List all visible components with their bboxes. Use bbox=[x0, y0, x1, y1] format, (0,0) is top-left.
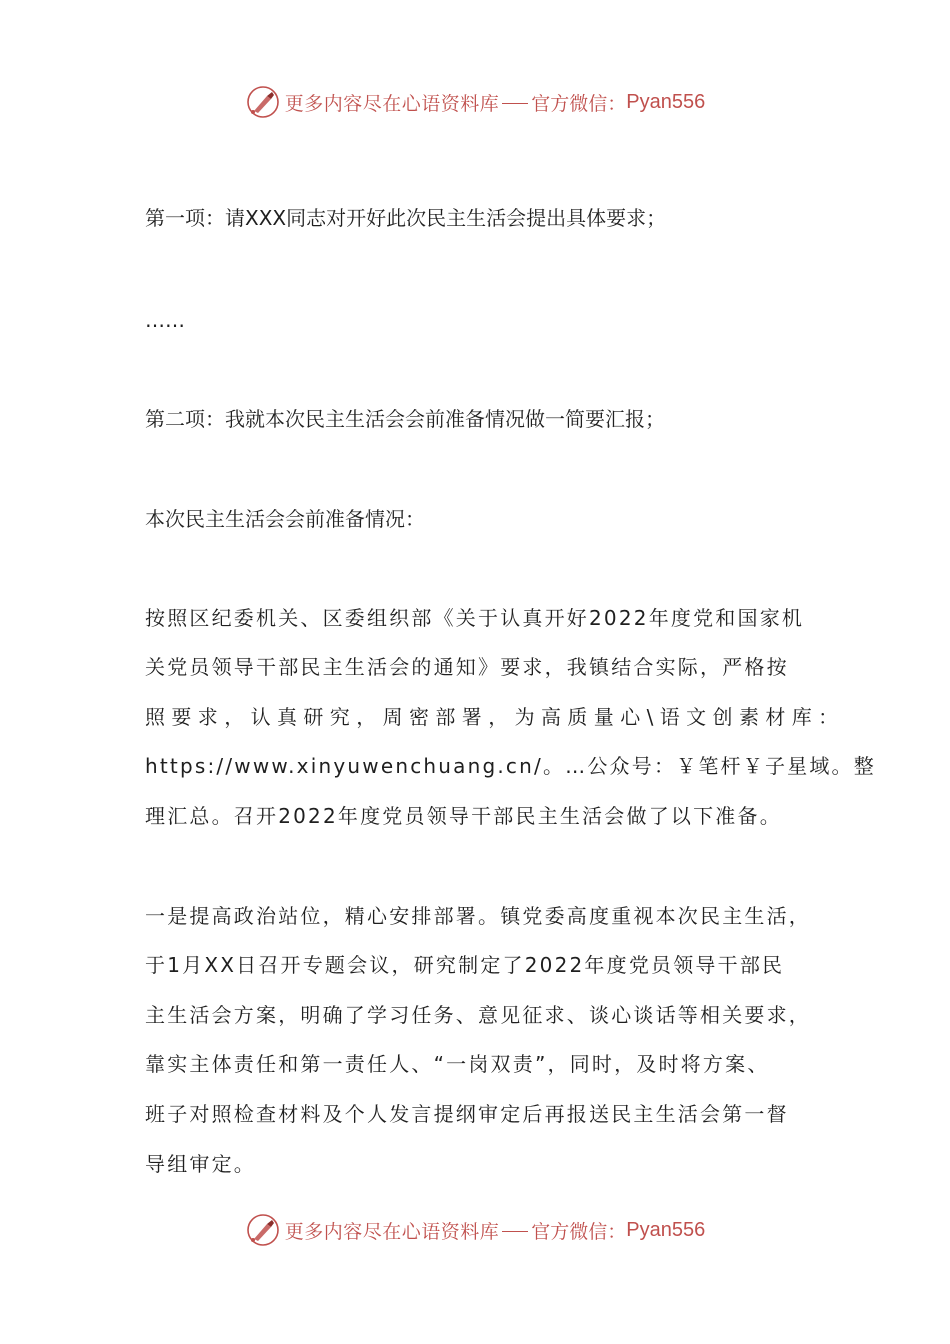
watermark-dash bbox=[502, 1231, 528, 1232]
paragraph-2-line-3: 主生活会方案，明确了学习任务、意见征求、谈心谈话等相关要求， bbox=[145, 1003, 811, 1027]
section-heading: 本次民主生活会会前准备情况： bbox=[145, 507, 425, 531]
paragraph-1-line-5: 理汇总。召开2022年度党员领导干部民主生活会做了以下准备。 bbox=[145, 804, 782, 828]
watermark-label: 官方微信： bbox=[531, 92, 627, 115]
agenda-item-2: 第二项：我就本次民主生活会会前准备情况做一简要汇报； bbox=[145, 407, 665, 431]
agenda-item-1: 第一项：请XXX同志对开好此次民主生活会提出具体要求； bbox=[145, 206, 667, 230]
paragraph-1-line-1: 按照区纪委机关、区委组织部《关于认真开好2022年度党和国家机 bbox=[145, 606, 805, 630]
watermark-main-text: 更多内容尽在心语资料库 bbox=[284, 1220, 500, 1243]
paragraph-1-line-2: 关党员领导干部民主生活会的通知》要求，我镇结合实际，严格按 bbox=[145, 655, 789, 679]
paragraph-1-line-4: https://www.xinyuwenchuang.cn/。…公众号：￥笔杆￥子星域。整 bbox=[145, 754, 876, 778]
header-watermark bbox=[0, 80, 950, 124]
paragraph-1-line-3: 照要求，认真研究，周密部署，为高质量心\语文创素材库： bbox=[145, 705, 845, 729]
paragraph-2-line-2: 于1月XX日召开专题会议，研究制定了2022年度党员领导干部民 bbox=[145, 953, 785, 977]
footer-watermark bbox=[0, 1208, 950, 1252]
paragraph-2-line-6: 导组审定。 bbox=[145, 1152, 256, 1176]
paragraph-2-line-4: 靠实主体责任和第一责任人、“一岗双责”，同时，及时将方案、 bbox=[145, 1052, 770, 1076]
paragraph-2-line-5: 班子对照检查材料及个人发言提纲审定后再报送民主生活会第一督 bbox=[145, 1102, 789, 1126]
watermark-handle: Pyan556 bbox=[626, 90, 706, 113]
pen-nib-icon bbox=[245, 1212, 281, 1248]
watermark-handle: Pyan556 bbox=[626, 1218, 706, 1241]
watermark-label: 官方微信： bbox=[531, 1220, 627, 1243]
watermark-main-text: 更多内容尽在心语资料库 bbox=[284, 92, 500, 115]
ellipsis: …… bbox=[145, 308, 185, 332]
watermark-dash bbox=[502, 103, 528, 104]
paragraph-2-line-1: 一是提高政治站位，精心安排部署。镇党委高度重视本次民主生活， bbox=[145, 904, 811, 928]
pen-nib-icon bbox=[245, 84, 281, 120]
